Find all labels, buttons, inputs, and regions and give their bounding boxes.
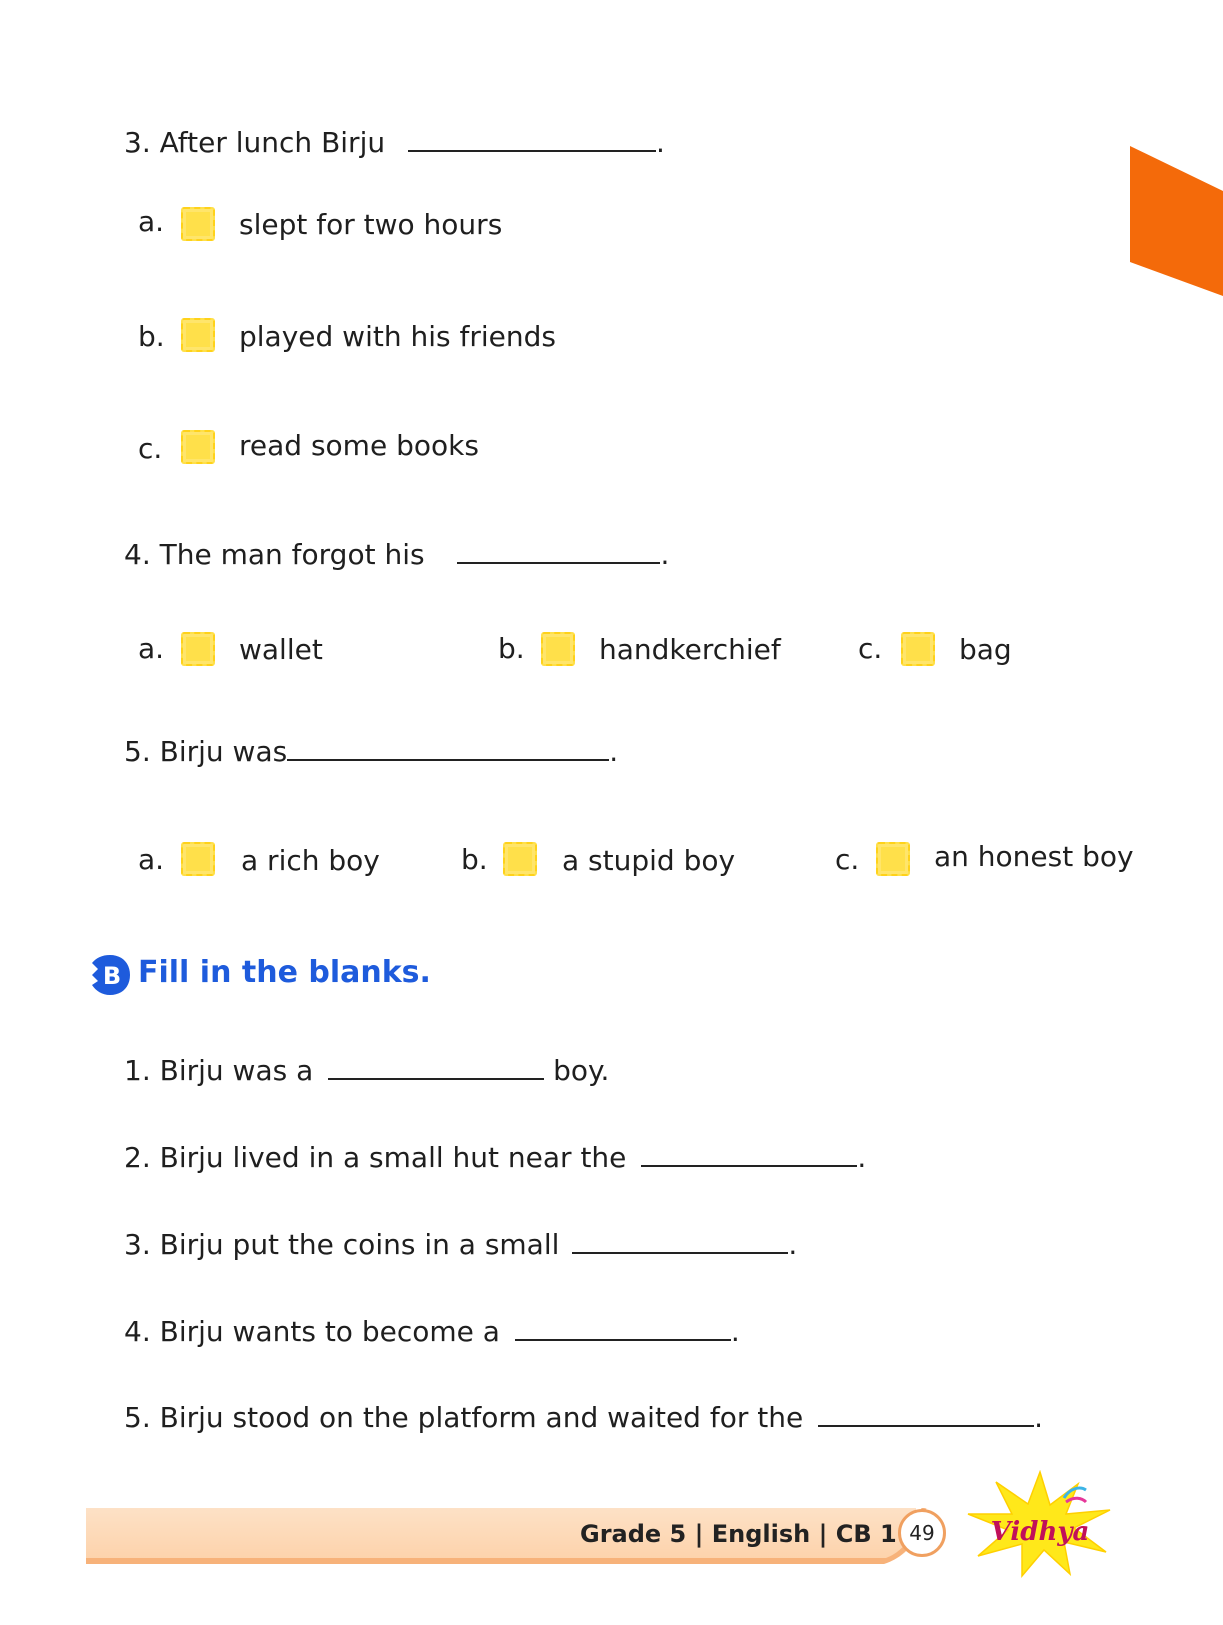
fill-item-after: . <box>857 1141 867 1174</box>
fill-item <box>124 1401 1043 1435</box>
vidhya-logo <box>960 1470 1120 1580</box>
fill-item-text: 1. Birju was a <box>124 1054 314 1087</box>
footer-book: CB 1 <box>835 1520 897 1548</box>
option-letter: c. <box>858 632 883 665</box>
option-checkbox[interactable] <box>181 842 215 876</box>
fill-item-after: boy. <box>553 1054 610 1087</box>
option-text: wallet <box>239 633 323 666</box>
option-letter: b. <box>138 320 165 353</box>
fill-item <box>124 1228 797 1262</box>
corner-tab-decoration <box>1130 146 1223 296</box>
option-checkbox[interactable] <box>181 632 215 666</box>
option-letter: b. <box>461 843 488 876</box>
option-checkbox[interactable] <box>876 842 910 876</box>
section-title: Fill in the blanks. <box>138 955 431 990</box>
footer-separator: | <box>818 1520 828 1548</box>
option-letter: a. <box>138 632 165 665</box>
fill-item <box>124 1315 740 1349</box>
answer-blank[interactable] <box>328 1058 544 1080</box>
option-checkbox[interactable] <box>541 632 575 666</box>
option-text: an honest boy <box>934 840 1134 873</box>
question-5 <box>124 735 618 769</box>
page-number: 49 <box>898 1509 946 1557</box>
option-checkbox[interactable] <box>181 318 215 352</box>
footer-separator: | <box>694 1520 704 1548</box>
footer-course-label <box>580 1519 897 1549</box>
option-text: bag <box>959 633 1012 666</box>
footer-subject: English <box>711 1520 811 1548</box>
option-checkbox[interactable] <box>181 207 215 241</box>
footer-grade: Grade 5 <box>580 1520 687 1548</box>
option-checkbox[interactable] <box>181 430 215 464</box>
fill-item-after: . <box>788 1228 798 1261</box>
question-text: 3. After lunch Birju <box>124 126 386 159</box>
fill-item-text: 5. Birju stood on the platform and waited for the <box>124 1401 804 1434</box>
option-text: played with his friends <box>239 320 556 353</box>
question-3 <box>124 126 665 160</box>
option-letter: b. <box>498 632 525 665</box>
section-badge-letter: B <box>102 962 122 990</box>
logo-text: Vidhya <box>990 1517 1090 1547</box>
section-b-badge-icon <box>88 953 132 997</box>
answer-blank[interactable] <box>408 130 656 152</box>
option-letter: a. <box>138 843 165 876</box>
fill-item-text: 3. Birju put the coins in a small <box>124 1228 560 1261</box>
answer-blank[interactable] <box>641 1145 857 1167</box>
option-text: handkerchief <box>599 633 781 666</box>
option-letter: c. <box>835 843 860 876</box>
option-text: a stupid boy <box>562 844 736 877</box>
fill-item-after: . <box>730 1315 740 1348</box>
period: . <box>656 126 665 159</box>
option-text: a rich boy <box>241 844 380 877</box>
fill-item <box>124 1054 609 1088</box>
answer-blank[interactable] <box>457 542 660 564</box>
option-checkbox[interactable] <box>901 632 935 666</box>
answer-blank[interactable] <box>287 739 609 761</box>
answer-blank[interactable] <box>572 1232 788 1254</box>
option-letter: c. <box>138 432 163 465</box>
fill-item-after: . <box>1034 1401 1044 1434</box>
answer-blank[interactable] <box>515 1319 731 1341</box>
answer-blank[interactable] <box>818 1405 1034 1427</box>
period: . <box>660 538 670 571</box>
option-letter: a. <box>138 205 165 238</box>
question-text: 4. The man forgot his <box>124 538 425 571</box>
option-checkbox[interactable] <box>503 842 537 876</box>
question-4 <box>124 538 669 572</box>
option-text: slept for two hours <box>239 208 503 241</box>
period: . <box>609 735 619 768</box>
question-text: 5. Birju was <box>124 735 288 768</box>
option-text: read some books <box>239 429 479 462</box>
fill-item-text: 2. Birju lived in a small hut near the <box>124 1141 627 1174</box>
fill-item-text: 4. Birju wants to become a <box>124 1315 500 1348</box>
fill-item <box>124 1141 866 1175</box>
